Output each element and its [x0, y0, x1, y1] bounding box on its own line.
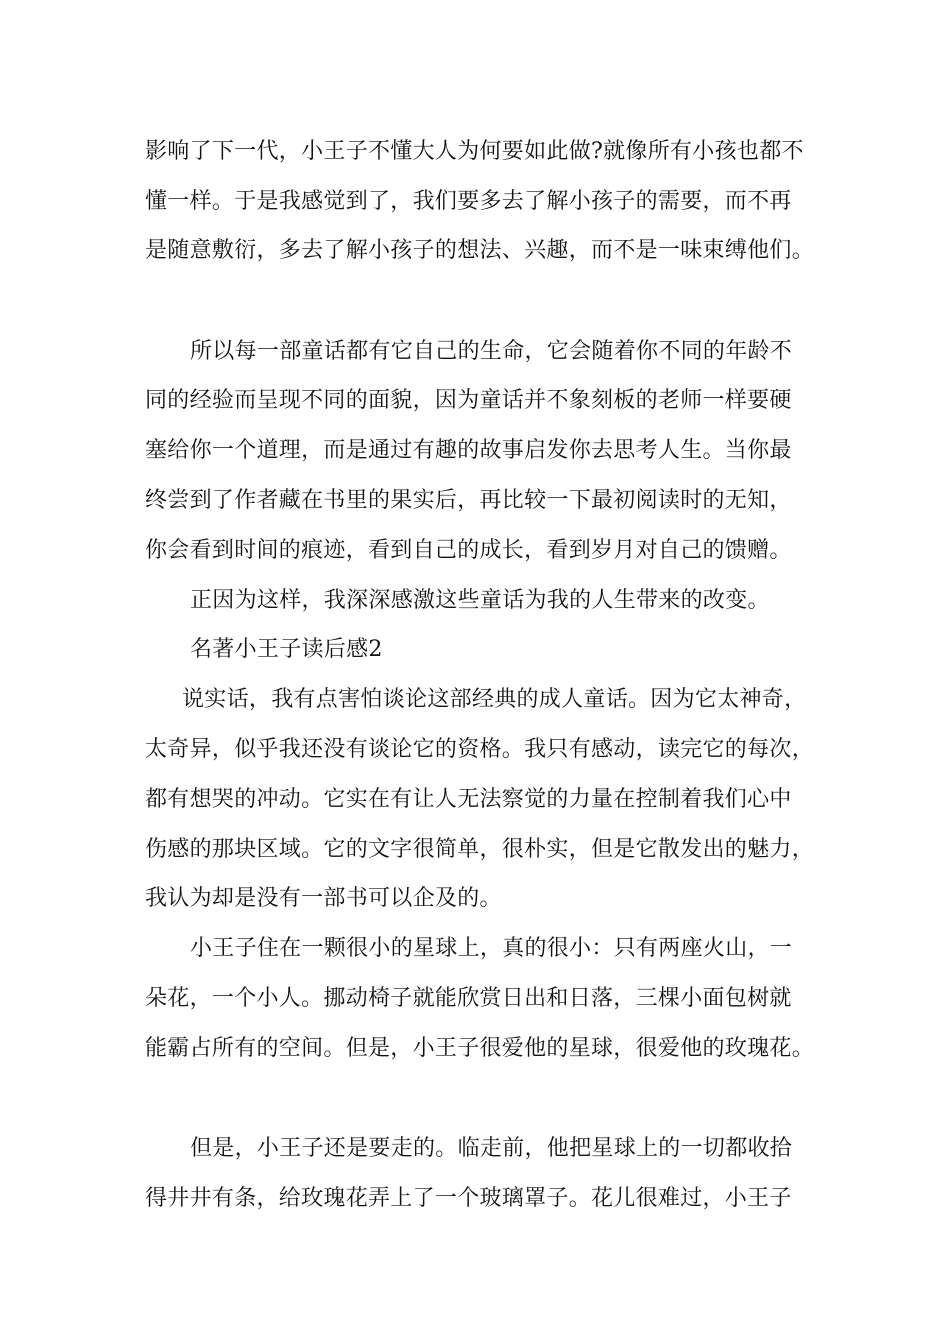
text-line: 说实话，我有点害怕谈论这部经典的成人童话。因为它太神奇，: [182, 687, 807, 712]
text-line: 能霸占所有的空间。但是，小王子很爱他的星球，很爱他的玫瑰花。: [145, 1036, 815, 1061]
text-line: 所以每一部童话都有它自己的生命，它会随着你不同的年龄不: [190, 339, 793, 364]
text-line: 懂一样。于是我感觉到了，我们要多去了解小孩子的需要，而不再: [145, 189, 792, 214]
text-line: 太奇异，似乎我还没有谈论它的资格。我只有感动，读完它的每次，: [145, 737, 815, 762]
text-line: 小王子住在一颗很小的星球上，真的很小：只有两座火山，一: [190, 936, 793, 961]
section-heading: 名著小王子读后感2: [190, 637, 383, 662]
text-line: 塞给你一个道理，而是通过有趣的故事启发你去思考人生。当你最: [145, 438, 792, 463]
text-line: 我认为却是没有一部书可以企及的。: [145, 886, 502, 911]
text-line: 得井井有条，给玫瑰花弄上了一个玻璃罩子。花儿很难过，小王子: [145, 1186, 792, 1211]
text-line: 影响了下一代，小王子不懂大人为何要如此做?就像所有小孩也都不: [145, 139, 804, 164]
text-line: 都有想哭的冲动。它实在有让人无法察觉的力量在控制着我们心中: [145, 787, 792, 812]
text-line: 正因为这样，我深深感激这些童话为我的人生带来的改变。: [190, 588, 770, 613]
text-line: 但是，小王子还是要走的。临走前，他把星球上的一切都收拾: [190, 1136, 793, 1161]
text-line: 你会看到时间的痕迹，看到自己的成长，看到岁月对自己的馈赠。: [145, 538, 792, 563]
text-line: 伤感的那块区域。它的文字很简单，很朴实，但是它散发出的魅力，: [145, 837, 815, 862]
text-line: 终尝到了作者藏在书里的果实后，再比较一下最初阅读时的无知，: [145, 488, 792, 513]
text-line: 朵花，一个小人。挪动椅子就能欣赏日出和日落，三棵小面包树就: [145, 986, 792, 1011]
text-line: 是随意敷衍，多去了解小孩子的想法、兴趣，而不是一味束缚他们。: [145, 238, 815, 263]
text-line: 同的经验而呈现不同的面貌，因为童话并不象刻板的老师一样要硬: [145, 388, 792, 413]
